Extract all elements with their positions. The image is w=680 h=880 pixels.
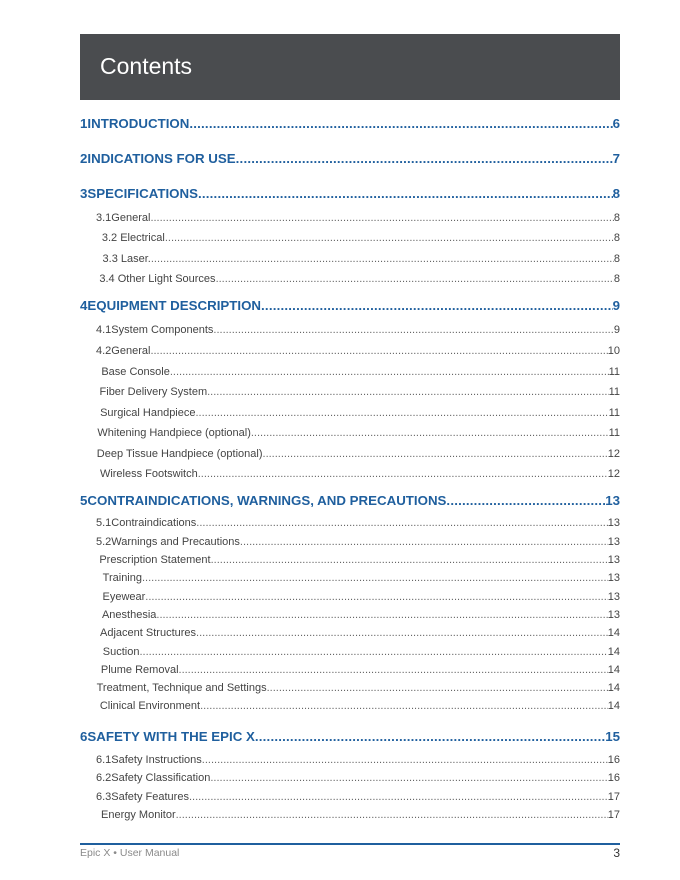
toc-entry[interactable] bbox=[80, 407, 620, 419]
toc-entry-page: 14 bbox=[607, 646, 620, 658]
toc-entry[interactable] bbox=[80, 386, 620, 398]
toc-entry-title: Training bbox=[102, 572, 142, 584]
toc-dot-leader bbox=[446, 493, 605, 508]
toc-entry-title: SAFETY WITH THE EPIC X bbox=[87, 729, 255, 744]
toc-entry-number: 5.2 bbox=[96, 536, 112, 548]
toc-dot-leader bbox=[150, 212, 613, 224]
toc-dot-leader bbox=[142, 572, 608, 584]
toc-entry-title: Safety Classification bbox=[111, 772, 211, 784]
toc-entry-page: 13 bbox=[607, 591, 620, 603]
toc-entry-title: Deep Tissue Handpiece (optional) bbox=[96, 448, 263, 460]
toc-entry-title: Eyewear bbox=[102, 591, 146, 603]
toc-entry-page: 13 bbox=[607, 554, 620, 566]
toc-dot-leader bbox=[156, 609, 607, 621]
toc-dot-leader bbox=[145, 591, 607, 603]
toc-entry[interactable] bbox=[80, 186, 620, 201]
toc-dot-leader bbox=[236, 151, 613, 166]
toc-entry-page: 10 bbox=[607, 345, 620, 357]
toc-dot-leader bbox=[139, 646, 607, 658]
toc-entry-page: 12 bbox=[607, 468, 620, 480]
toc-entry-number: 3 bbox=[80, 186, 88, 201]
footer-divider bbox=[80, 843, 620, 845]
toc-entry[interactable] bbox=[80, 646, 620, 658]
toc-dot-leader bbox=[261, 298, 613, 313]
toc-entry-page: 12 bbox=[607, 448, 620, 460]
toc-entry-page: 17 bbox=[607, 791, 620, 803]
toc-entry-title: Whitening Handpiece (optional) bbox=[97, 427, 251, 439]
toc-dot-leader bbox=[213, 324, 613, 336]
toc-dot-leader bbox=[210, 772, 607, 784]
toc-entry[interactable] bbox=[80, 554, 620, 566]
toc-entry-title: Wireless Footswitch bbox=[99, 468, 198, 480]
toc-dot-leader bbox=[198, 468, 608, 480]
toc-entry-page: 11 bbox=[608, 427, 620, 439]
toc-dot-leader bbox=[165, 232, 614, 244]
toc-entry-number: 3.1 bbox=[96, 212, 112, 224]
toc-entry[interactable] bbox=[80, 116, 620, 131]
toc-entry-title: Energy Monitor bbox=[101, 809, 176, 821]
toc-entry-page: 14 bbox=[607, 682, 620, 694]
toc-dot-leader bbox=[263, 448, 608, 460]
toc-entry-title: EQUIPMENT DESCRIPTION bbox=[87, 298, 262, 313]
toc-entry-page: 9 bbox=[613, 324, 620, 336]
toc-dot-leader bbox=[251, 427, 609, 439]
toc-dot-leader bbox=[200, 700, 608, 712]
toc-entry[interactable] bbox=[80, 791, 620, 803]
toc-entry-title: Contraindications bbox=[111, 517, 197, 529]
toc-entry-page: 16 bbox=[607, 754, 620, 766]
toc-entry-title: Surgical Handpiece bbox=[100, 407, 196, 419]
toc-entry-number: 1 bbox=[80, 116, 88, 131]
toc-entry-page: 9 bbox=[612, 298, 620, 313]
toc-entry-number: 4 bbox=[80, 298, 88, 313]
toc-dot-leader bbox=[255, 729, 605, 744]
toc-entry[interactable] bbox=[80, 700, 620, 712]
toc-entry-number: 6.2 bbox=[96, 772, 112, 784]
toc-entry-number: 5.1 bbox=[96, 517, 112, 529]
toc-entry-title: System Components bbox=[111, 324, 214, 336]
toc-entry[interactable] bbox=[80, 448, 620, 460]
toc-entry-page: 8 bbox=[613, 273, 620, 285]
toc-entry-page: 16 bbox=[607, 772, 620, 784]
toc-entry[interactable] bbox=[80, 536, 620, 548]
toc-dot-leader bbox=[202, 754, 608, 766]
toc-entry-title: INDICATIONS FOR USE bbox=[87, 151, 236, 166]
toc-entry[interactable] bbox=[80, 772, 620, 784]
toc-entry-title: SPECIFICATIONS bbox=[87, 186, 198, 201]
toc-dot-leader bbox=[150, 345, 607, 357]
toc-entry[interactable] bbox=[80, 427, 620, 439]
toc-entry[interactable] bbox=[80, 273, 620, 285]
toc-entry[interactable] bbox=[80, 232, 620, 244]
toc-dot-leader bbox=[196, 627, 608, 639]
toc-entry-title: Warnings and Precautions bbox=[111, 536, 240, 548]
toc-entry-page: 7 bbox=[612, 151, 620, 166]
toc-dot-leader bbox=[198, 186, 613, 201]
toc-entry-title: 3.2 Electrical bbox=[101, 232, 165, 244]
toc-entry[interactable] bbox=[80, 324, 620, 336]
toc-entry-title: 3.3 Laser. bbox=[102, 253, 151, 265]
toc-entry-title: Adjacent Structures bbox=[100, 627, 197, 639]
toc-entry[interactable] bbox=[80, 345, 620, 357]
toc-entry-page: 13 bbox=[607, 609, 620, 621]
toc-entry[interactable] bbox=[80, 754, 620, 766]
toc-entry-title: Clinical Environment bbox=[99, 700, 201, 712]
toc-entry-title: Anesthesia bbox=[101, 609, 157, 621]
toc-entry-title: Base Console bbox=[101, 366, 170, 378]
toc-entry[interactable] bbox=[80, 609, 620, 621]
toc-entry-page: 14 bbox=[607, 627, 620, 639]
toc-entry-page: 13 bbox=[607, 517, 620, 529]
toc-entry-title: General bbox=[111, 212, 151, 224]
toc-entry[interactable] bbox=[80, 151, 620, 166]
toc-entry-title: Treatment, Technique and Settings bbox=[96, 682, 267, 694]
contents-header bbox=[80, 34, 620, 100]
toc-dot-leader bbox=[151, 253, 614, 265]
toc-entry[interactable] bbox=[80, 517, 620, 529]
toc-entry[interactable] bbox=[80, 298, 620, 313]
toc-entry-title: Suction bbox=[102, 646, 140, 658]
toc-entry-page: 13 bbox=[605, 493, 620, 508]
toc-entry-title: Prescription Statement bbox=[99, 554, 211, 566]
toc-entry-title: Safety Instructions bbox=[111, 754, 202, 766]
toc-entry-number: 6.3 bbox=[96, 791, 112, 803]
toc-entry-title: Plume Removal bbox=[100, 664, 179, 676]
toc-dot-leader bbox=[189, 791, 608, 803]
toc-dot-leader bbox=[211, 554, 608, 566]
toc-entry[interactable] bbox=[80, 809, 620, 821]
toc-entry-number: 6.1 bbox=[96, 754, 112, 766]
toc-entry-page: 13 bbox=[607, 536, 620, 548]
toc-entry[interactable] bbox=[80, 627, 620, 639]
toc-entry-number: 4.2 bbox=[96, 345, 112, 357]
toc-dot-leader bbox=[189, 116, 612, 131]
toc-dot-leader bbox=[216, 273, 614, 285]
toc-dot-leader bbox=[196, 517, 607, 529]
toc-entry-number: 2 bbox=[80, 151, 88, 166]
toc-entry-page: 11 bbox=[608, 386, 620, 398]
toc-entry-page: 14 bbox=[607, 664, 620, 676]
toc-entry-page: 13 bbox=[607, 572, 620, 584]
toc-entry[interactable] bbox=[80, 664, 620, 676]
toc-dot-leader bbox=[240, 536, 608, 548]
toc-entry-page: 8 bbox=[613, 212, 620, 224]
toc-entry-number: 4.1 bbox=[96, 324, 112, 336]
toc-dot-leader bbox=[195, 407, 608, 419]
toc-entry-page: 8 bbox=[613, 253, 620, 265]
toc-entry-number: 5 bbox=[80, 493, 88, 508]
toc-entry-title: General bbox=[111, 345, 151, 357]
toc-entry-title: CONTRAINDICATIONS, WARNINGS, AND PRECAUTIONS bbox=[87, 493, 447, 508]
toc-entry-title: 3.4 Other Light Sources bbox=[99, 273, 216, 285]
toc-entry-title: Fiber Delivery System bbox=[99, 386, 208, 398]
toc-entry-title: Safety Features bbox=[111, 791, 189, 803]
toc-entry[interactable] bbox=[80, 682, 620, 694]
toc-entry-page: 11 bbox=[608, 366, 620, 378]
toc-entry[interactable] bbox=[80, 591, 620, 603]
toc-dot-leader bbox=[176, 809, 608, 821]
toc-entry-page: 8 bbox=[612, 186, 620, 201]
toc-entry-number: 6 bbox=[80, 729, 88, 744]
toc-entry[interactable] bbox=[80, 212, 620, 224]
toc-entry[interactable] bbox=[80, 253, 620, 265]
toc-entry-title: INTRODUCTION bbox=[87, 116, 190, 131]
toc-entry[interactable] bbox=[80, 729, 620, 744]
toc-entry-page: 15 bbox=[605, 729, 620, 744]
toc-entry[interactable] bbox=[80, 572, 620, 584]
footer-page-number: 3 bbox=[613, 846, 620, 860]
toc-entry-page: 11 bbox=[608, 407, 620, 419]
toc-entry[interactable] bbox=[80, 468, 620, 480]
toc-entry[interactable] bbox=[80, 366, 620, 378]
toc-dot-leader bbox=[179, 664, 608, 676]
toc-entry[interactable] bbox=[80, 493, 620, 508]
toc-dot-leader bbox=[267, 682, 608, 694]
toc-entry-page: 8 bbox=[613, 232, 620, 244]
toc-entry-page: 14 bbox=[607, 700, 620, 712]
page-title: Contents bbox=[100, 53, 193, 79]
toc-dot-leader bbox=[170, 366, 609, 378]
toc-entry-page: 17 bbox=[607, 809, 620, 821]
toc-dot-leader bbox=[207, 386, 608, 398]
footer-manual-title: Epic X • User Manual bbox=[80, 847, 180, 859]
toc-entry-page: 6 bbox=[612, 116, 620, 131]
